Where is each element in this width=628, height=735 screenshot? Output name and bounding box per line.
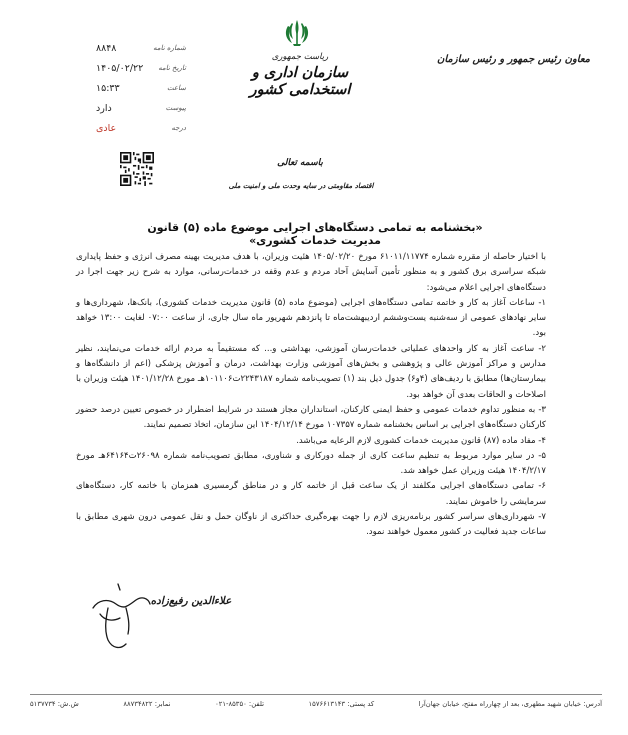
meta-row-attachment [96, 98, 186, 118]
body-item: ۷- شهرداری‌های سراسر کشور برنامه‌ریزی لازم را جهت بهره‌گیری حداکثری از ناوگان حمل و نقل عمومی درون شهری مطابق با ساعات جدید فعالیت در کشور معمول خواهند نمود. [76, 512, 546, 538]
meta-row-date [96, 58, 186, 78]
meta-value: ۱۵:۳۳ [96, 82, 120, 94]
signatory-name: علاء‌الدین رفیع‌زاده [150, 595, 232, 607]
body-item: ۴- مفاد ماده (۸۷) قانون مدیریت خدمات کشوری لازم الرعایه می‌باشد. [296, 435, 546, 446]
meta-row-number [96, 38, 186, 58]
footer-address: آدرس: خیابان شهید مطهری، بعد از چهارراه مفتح، خیابان جهان‌آرا [418, 700, 602, 708]
footer-postal-code: کد پستی: ۱۵۷۶۶۱۳۱۴۳ [308, 700, 375, 708]
footer-divider [30, 694, 602, 695]
body-item: ۵- در سایر موارد مربوط به تنظیم ساعت کاری از جمله دورکاری و شناوری، مطابق تصویب‌نامه شماره ۲۶۰۹۸ت۶۴۱۶۴هـ مورخ ۱۴۰۴/۲/۱۷ هیئت وزیران عمل خواهد شد. [76, 450, 546, 477]
body-item: ۱- ساعات آغاز به کار و خاتمه تمامی دستگاه‌های اجرایی (موضوع ماده (۵) قانون مدیریت خدمات کشوری)، بانک‌ها، شهرداری‌ها و سایر نهادهای عمومی از سه‌شنبه‌ یست‌وششم اردیبهشت‌ماه تا پانزدهم شهریور ماه سال جاری، از ساعت ۰۷:۰۰ لغایت ۱۳:۰۰ خواهد بود. [76, 297, 546, 339]
basmala: باسمه تعالی [277, 158, 323, 168]
meta-label: ساعت [166, 84, 186, 92]
handwritten-signature [78, 578, 188, 658]
meta-label: شماره نامه [153, 44, 186, 52]
org-name: سازمان اداری و استخدامی کشور [249, 64, 351, 98]
body-item: ۳- به منظور تداوم خدمات عمومی و حفظ ایمنی کارکنان، استانداران مجاز هستند در شرایط اضطرار در خصوص تعیین درصد حضور کارکنان دستگاه‌های اجرایی بر اساس بخشنامه شماره ۱۰۷۳۵۷ مورخ ۱۴۰۴/۱۲/۱۴ این سازمان، اتخاذ تصمیم نمایند. [76, 404, 546, 431]
letter-body [76, 250, 546, 541]
meta-row-time [96, 78, 186, 98]
body-intro: با اختیار حاصله از مقرره شماره ۶۱۰۱۱/۱۱۷۷۴ مورخ ۱۴۰۵/۰۲/۲۰ هئیت وزیران، با هدف مدیریت بهینه مصرف انرژی و حفظ پایداری شبکه سراسری برق کشور و به منظور تأمین آسایش آحاد مردم و عدم وقفه در خدمات‌رسانی، موارد به شرح زیر جهت اجرا در دستگاه‌های اجرایی اعلام می‌شود: [76, 252, 546, 293]
sender-title: معاون رئیس جمهور و رئیس سازمان [437, 54, 590, 65]
letter-meta [96, 38, 186, 138]
circular-title: «بخشنامه به تمامی دستگاه‌های اجرایی موضوع ماده (۵) قانون مدیریت خدمات کشوری» [147, 221, 483, 247]
body-item: ۶- تمامی دستگاه‌های اجرایی مکلفند از یک ساعت قبل از خاتمه کار و در مناطق گرمسیری همزمان با خاتمه کار، دستگاه‌های سرمایشی را خاموش نمایند. [76, 481, 546, 507]
org-subtitle: ریاست جمهوری [271, 52, 329, 62]
qr-code-icon [120, 152, 154, 186]
iran-emblem-icon [284, 18, 310, 48]
meta-value: دارد [96, 102, 112, 114]
meta-value-priority: عادی [96, 122, 117, 134]
meta-label: درجه [171, 124, 186, 132]
meta-value: ۸۸۴۸ [96, 42, 117, 54]
year-motto: اقتصاد مقاومتی در سایه وحدت ملی و امنیت ملی [228, 181, 374, 190]
meta-value: ۱۴۰۵/۰۲/۲۲ [96, 62, 144, 74]
meta-row-priority [96, 118, 186, 138]
meta-label: پیوست [165, 104, 186, 112]
letter-footer [30, 700, 602, 708]
footer-national-id: ش.ش: ۵۱۳۷۷۳۴ [30, 700, 79, 708]
body-item: ۲- ساعت آغاز به کار واحدهای عملیاتی خدمات‌رسان آموزشی، بهداشتی و... که مستقیماً به مردم ارائه خدمات می‌نمایند، نظیر مدارس و مراکز آموزش عالی و پژوهشی و بخش‌های آموزشی وزارت بهداشت، درمان و آموزش پزشکی (اعم از دانشگاه‌ها و بیمارستان‌ها) مطابق با ردیف‌های (۴و۶) جدول ذیل بند (۱) تصویب‌نامه شماره ۲۲۴۳۱۸۷ت۱۰۱۱۰۶هـ مورخ ۱۴۰۱/۱۲/۲۸ هیئت وزیران با اصلاحات و الحاقات بعدی آن خواهد بود. [76, 343, 547, 400]
meta-label: تاریخ نامه [158, 64, 186, 72]
footer-fax: نمابر: ۸۸۷۳۴۸۲۲ [123, 700, 171, 708]
footer-phone: تلفن: ۸۵۳۵۰-۰۲۱ [215, 700, 264, 708]
